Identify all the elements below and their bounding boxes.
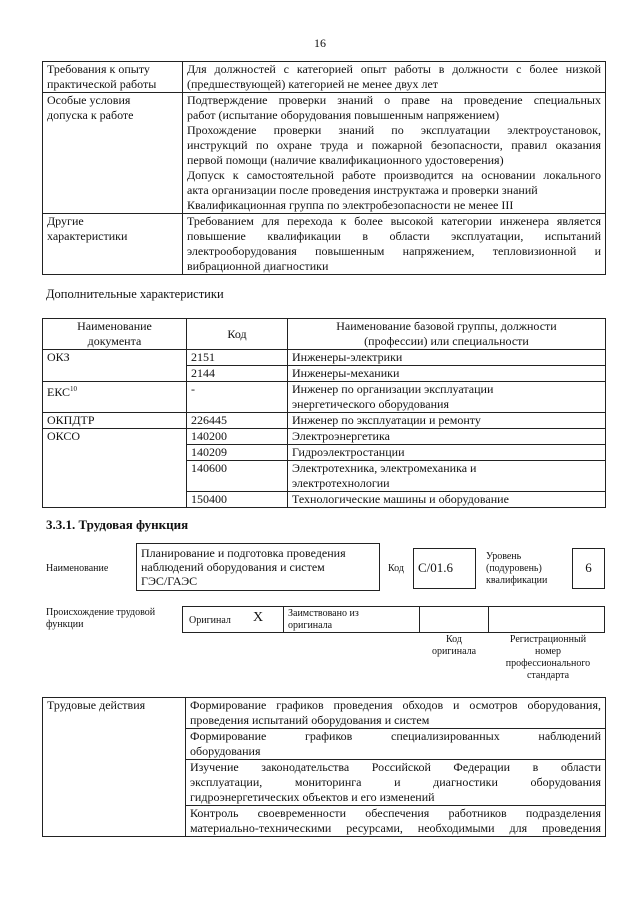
labor-action-line: оборудования [190, 744, 261, 758]
header-name-line: Наименование базовой группы, должности [336, 319, 557, 333]
page-number: 16 [314, 36, 326, 50]
code-cell [187, 492, 288, 508]
occupation-name-cell [288, 492, 606, 508]
occupation-name-line: Инженер по организации эксплуатации [292, 382, 494, 396]
requirement-label-line: Особые условия [47, 93, 131, 107]
code-original-box [419, 606, 489, 633]
code-cell [187, 350, 288, 366]
table-row [43, 93, 606, 214]
code-value: 140200 [191, 429, 227, 443]
doc-cell [43, 382, 187, 413]
reg-number-line: Регистрационный [509, 634, 587, 645]
requirement-label-line: Другие [47, 214, 84, 228]
labor-action-cell [186, 806, 606, 837]
level-box [572, 548, 605, 589]
code-value: 226445 [191, 413, 227, 427]
code-cell [187, 461, 288, 492]
labor-action-line: эксплуатации, мониторинга и диагностики оборудования [190, 775, 601, 789]
header-code-line: Код [227, 326, 247, 341]
requirement-label-cell [43, 214, 183, 275]
occupation-name-line: Электротехника, электромеханика и [292, 461, 477, 475]
function-code-box [413, 548, 476, 589]
occupation-name-cell [288, 382, 606, 413]
requirement-value-cell [183, 93, 606, 214]
requirement-value-line: Квалификационная группа по электробезопасности не менее III [187, 198, 514, 212]
table-row [43, 413, 606, 429]
doc-cell [43, 413, 187, 429]
occupation-name-cell [288, 429, 606, 445]
function-name-line: Планирование и подготовка проведения [141, 546, 346, 560]
requirements-table [42, 61, 606, 275]
code-cell [187, 382, 288, 413]
level-label-line: Уровень [486, 551, 522, 562]
occupation-name-line: Инженер по эксплуатации и ремонту [292, 413, 481, 427]
requirement-value-line: Допуск к самостоятельной работе производится на основании локального [187, 168, 601, 182]
doc-cell [43, 350, 187, 382]
doc-name: ОКПДТР [47, 413, 95, 427]
doc-name: ОКСО [47, 429, 81, 443]
occupation-name-cell [288, 461, 606, 492]
code-cell [187, 445, 288, 461]
occupation-name-line: электротехнологии [292, 476, 390, 490]
occupation-name-cell [288, 350, 606, 366]
original-label: Оригинал [189, 615, 231, 626]
requirement-value-line: первой помощи (наличие квалификационного удостоверения) [187, 153, 504, 167]
requirement-value-line: инструкций по охране труда и пожарной безопасности, правил оказания [187, 138, 601, 152]
requirement-value-line: Требованием для перехода к более высокой категории инженера является [187, 214, 601, 228]
code-value: 2151 [191, 350, 215, 364]
code-original-line: Код [446, 634, 462, 645]
labor-action-cell [186, 698, 606, 729]
original-box [182, 606, 284, 633]
requirement-label-cell [43, 62, 183, 93]
reg-number-line: номер [535, 646, 561, 657]
labor-actions-table [42, 697, 606, 837]
occupation-name-line: Электроэнергетика [292, 429, 390, 443]
occupation-name-line: Инженеры-механики [292, 366, 400, 380]
header-name-cell [288, 319, 606, 350]
occupation-name-cell [288, 413, 606, 429]
table-row [43, 429, 606, 445]
header-doc-line: документа [87, 334, 142, 348]
requirement-value-cell [183, 62, 606, 93]
labor-action-line: Изучение законодательства Российской Федерации в области [190, 760, 601, 774]
reg-number-line: профессионального [505, 658, 591, 669]
requirement-label-line: характеристики [47, 229, 128, 243]
reg-number-caption [492, 634, 604, 682]
function-name-line: наблюдений оборудования и систем [141, 560, 325, 574]
requirement-value-line: электрооборудования повышенным напряжением, тепловизионной и [187, 244, 601, 258]
labor-actions-label-cell [43, 698, 186, 837]
doc-footnote: 10 [70, 385, 78, 393]
table-row [43, 350, 606, 366]
table-row [43, 214, 606, 275]
header-code-cell [187, 319, 288, 350]
occupation-name-cell [288, 445, 606, 461]
doc-name: ЕКС [47, 385, 71, 399]
labor-action-cell [186, 729, 606, 760]
labor-action-line: гидроэнергетических объектов и его изменений [190, 790, 435, 804]
doc-name: ОКЗ [47, 350, 70, 364]
level-label-line: квалификации [486, 575, 548, 586]
labor-action-line: материально-техническими ресурсами, необходимыми для проведения [190, 821, 601, 835]
labor-actions-label: Трудовые действия [47, 698, 146, 712]
code-cell [187, 413, 288, 429]
table-row [43, 698, 606, 729]
requirement-label-line: Требования к опыту [47, 62, 150, 76]
code-original-line: оригинала [431, 646, 477, 657]
requirement-value-line: Прохождение проверки знаний по эксплуатации электроустановок, [187, 123, 601, 137]
table-row [43, 62, 606, 93]
requirement-value-line: работ (испытание оборудования повышенным напряжением) [187, 108, 500, 122]
header-name-line: (профессии) или специальности [364, 334, 529, 348]
code-value: 2144 [191, 366, 215, 380]
additional-characteristics-heading: Дополнительные характеристики [46, 287, 224, 301]
requirement-value-line: повышение квалификации в области эксплуатации, испытаний [187, 229, 601, 243]
borrowed-label-line: Заимствовано из [288, 608, 359, 619]
level-value: 6 [585, 560, 592, 575]
requirement-value-cell [183, 214, 606, 275]
function-name-label: Наименование [46, 563, 109, 574]
function-code-value: С/01.6 [418, 560, 454, 575]
code-cell [187, 366, 288, 382]
labor-action-line: Контроль своевременности обеспечения работников подразделения [190, 806, 601, 820]
origin-label [46, 607, 155, 631]
table-header-row [43, 319, 606, 350]
level-label [486, 551, 547, 587]
requirement-value-line: акта организации после проведения инструктажа и проверки знаний [187, 183, 538, 197]
requirement-label-cell [43, 93, 183, 214]
code-cell [187, 429, 288, 445]
borrowed-label-line: оригинала [288, 620, 333, 631]
requirement-value-line: (предшествующей) категорией не менее двух лет [187, 77, 439, 91]
requirement-label-line: практической работы [47, 77, 157, 91]
function-name-box [136, 543, 380, 591]
code-value: 150400 [191, 492, 227, 506]
labor-action-line: Формирование графиков специализированных наблюдений [190, 729, 601, 743]
requirement-label-line: допуска к работе [47, 108, 134, 122]
original-mark: X [253, 610, 264, 625]
level-label-line: (подуровень) [486, 563, 542, 574]
code-original-caption [419, 634, 489, 658]
occupation-name-line: Гидроэлектростанции [292, 445, 405, 459]
occupation-name-line: Технологические машины и оборудование [292, 492, 509, 506]
labor-action-line: проведения испытаний оборудования и систем [190, 713, 430, 727]
labor-action-cell [186, 760, 606, 806]
occupation-name-line: Инженеры-электрики [292, 350, 403, 364]
function-name-line: ГЭС/ГАЭС [141, 574, 198, 588]
origin-label-line: функции [46, 619, 84, 630]
occupation-name-line: энергетического оборудования [292, 397, 449, 411]
borrowed-box [283, 606, 420, 633]
table-row [43, 382, 606, 413]
code-value: 140209 [191, 445, 227, 459]
header-doc-line: Наименование [77, 319, 152, 333]
reg-number-box [488, 606, 605, 633]
requirement-value-line: Подтверждение проверки знаний о праве на проведение специальных [187, 93, 601, 107]
section-title: 3.3.1. Трудовая функция [46, 517, 189, 532]
code-label: Код [388, 563, 404, 574]
additional-characteristics-table [42, 318, 606, 508]
occupation-name-cell [288, 366, 606, 382]
header-doc-cell [43, 319, 187, 350]
code-value: 140600 [191, 461, 227, 475]
origin-label-line: Происхождение трудовой [46, 607, 156, 618]
reg-number-line: стандарта [526, 670, 570, 681]
requirement-value-line: Для должностей с категорией опыт работы в должности с более низкой [187, 62, 601, 76]
doc-cell [43, 429, 187, 508]
labor-action-line: Формирование графиков проведения обходов и осмотров оборудования, [190, 698, 601, 712]
requirement-value-line: вибрационной диагностики [187, 259, 329, 273]
code-value: - [191, 382, 195, 396]
